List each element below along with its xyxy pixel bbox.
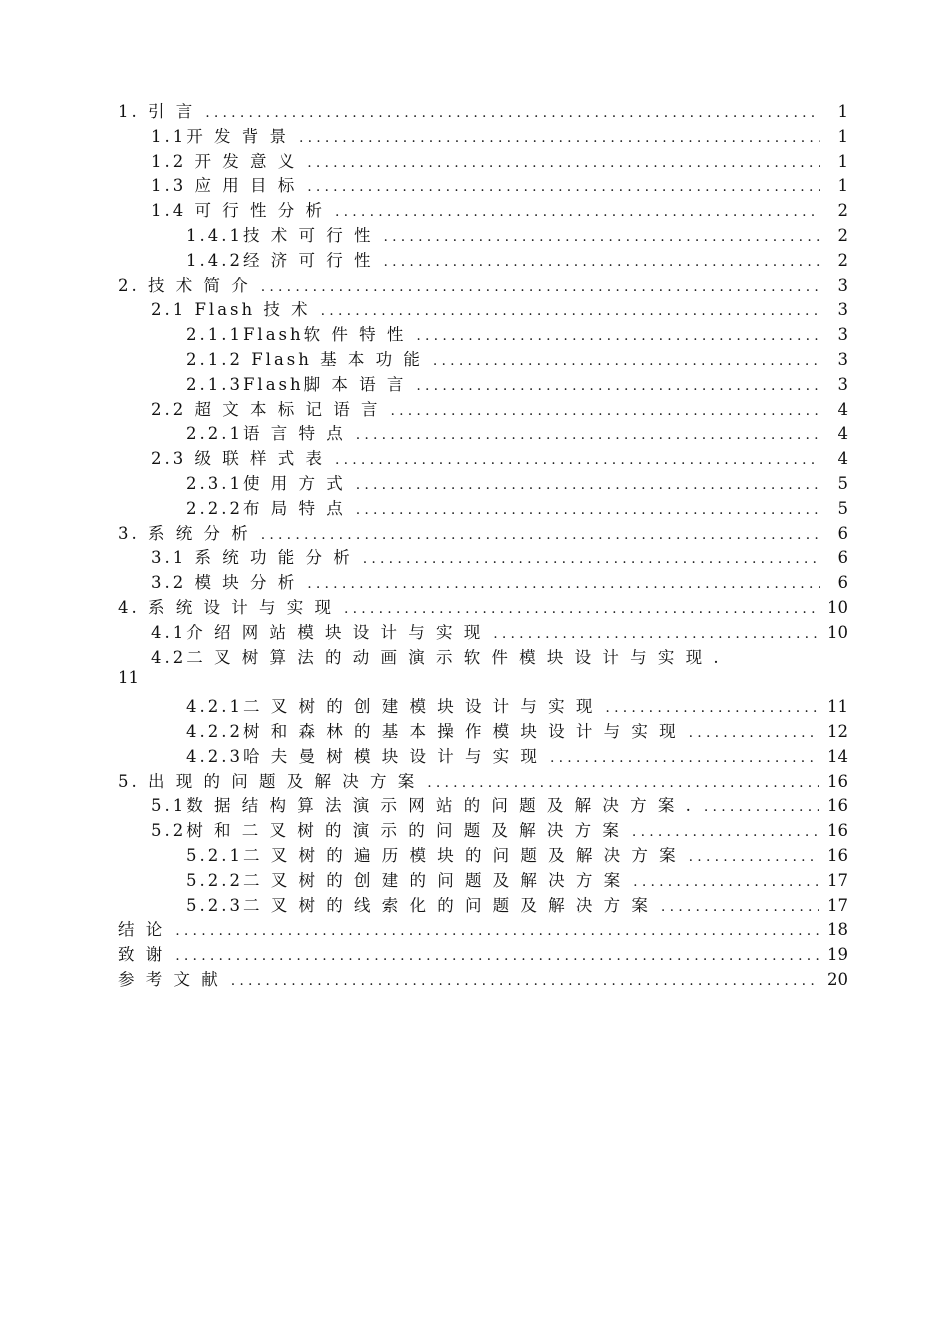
toc-entry-title: 4. 系 统 设 计 与 实 现 [118, 597, 334, 617]
toc-entry[interactable] [118, 792, 848, 817]
toc-entry[interactable] [118, 743, 848, 768]
toc-entry-title: 5. 出 现 的 问 题 及 解 决 方 案 [118, 771, 418, 791]
toc-dot-leader [356, 477, 820, 493]
toc-dot-leader [261, 279, 820, 295]
toc-dot-leader [383, 254, 820, 270]
toc-dot-leader [632, 824, 819, 840]
toc-dot-leader [175, 948, 819, 964]
toc-dot-leader [261, 527, 820, 543]
toc-entry-page: 2 [837, 250, 848, 270]
toc-entry[interactable] [118, 520, 848, 545]
toc-entry[interactable] [118, 495, 848, 520]
toc-entry-page: 1 [837, 102, 848, 121]
toc-dot-leader [383, 229, 820, 245]
toc-dot-leader [433, 353, 820, 369]
toc-entry[interactable] [118, 892, 848, 917]
toc-entry-title: 1.4 可 行 性 分 析 [151, 201, 325, 221]
toc-entry-page: 1 [837, 126, 848, 146]
toc-entry-page: 18 [827, 920, 848, 940]
toc-entry-title: 1.3 应 用 目 标 [151, 176, 298, 196]
toc-entry[interactable] [118, 718, 848, 743]
toc-entry-page: 17 [827, 895, 848, 915]
toc-entry-page: 6 [837, 548, 848, 568]
toc-entry[interactable] [118, 321, 848, 346]
toc-entry-title: 1.4.2经 济 可 行 性 [186, 250, 374, 270]
toc-dot-leader [550, 750, 819, 766]
toc-entry-title: 2. 技 术 简 介 [118, 275, 251, 295]
toc-entry-title: 2.3 级 联 样 式 表 [151, 449, 325, 469]
toc-entry-page: 3 [837, 325, 848, 345]
toc-dot-leader [416, 328, 820, 344]
toc-entry-page: 10 [827, 597, 848, 617]
toc-entry-title: 4.1介 绍 网 站 模 块 设 计 与 实 现 [151, 622, 484, 642]
toc-entry-title: 1. 引 言 [118, 102, 196, 121]
toc-entry[interactable] [118, 470, 848, 495]
toc-entry[interactable] [118, 98, 848, 123]
toc-entry-title: 5.2.2二 叉 树 的 创 建 的 问 题 及 解 决 方 案 [186, 870, 624, 890]
toc-entry[interactable] [118, 272, 848, 297]
toc-entry-page: 1 [837, 176, 848, 196]
toc-dot-leader [175, 923, 819, 939]
toc-entry[interactable] [118, 247, 848, 272]
toc-entry-title: 2.2.1语 言 特 点 [186, 424, 346, 444]
toc-entry-title: 2.1 Flash 技 术 [151, 300, 311, 320]
toc-entry-title: 致 谢 [118, 945, 166, 965]
toc-dot-leader [299, 130, 820, 146]
toc-entry-title: 4.2.2树 和 森 林 的 基 本 操 作 模 块 设 计 与 实 现 [186, 721, 679, 741]
toc-entry[interactable] [118, 867, 848, 892]
toc-entry-page: 4 [837, 424, 848, 444]
toc-entry-title: 4.2二 叉 树 算 法 的 动 画 演 示 软 件 模 块 设 计 与 实 现 . [151, 647, 722, 667]
toc-entry-page: 4 [837, 399, 848, 419]
toc-dot-leader [390, 403, 820, 419]
toc-entry[interactable] [118, 693, 848, 718]
toc-entry-page: 16 [827, 845, 848, 865]
toc-entry-title: 5.2.1二 叉 树 的 遍 历 模 块 的 问 题 及 解 决 方 案 [186, 845, 679, 865]
toc-entry[interactable] [118, 594, 848, 619]
toc-entry[interactable] [118, 817, 848, 842]
toc-entry-title: 2.2.2布 局 特 点 [186, 498, 346, 518]
toc-entry-title: 1.2 开 发 意 义 [151, 151, 298, 171]
toc-entry-title: 3.2 模 块 分 析 [151, 573, 298, 593]
toc-entry-title: 2.1.2 Flash 基 本 功 能 [186, 349, 423, 369]
toc-entry[interactable] [118, 569, 848, 594]
toc-entry[interactable] [118, 296, 848, 321]
toc-entry[interactable] [118, 371, 848, 396]
toc-entry[interactable] [118, 346, 848, 371]
toc-dot-leader [307, 576, 820, 592]
toc-entry[interactable] [118, 222, 848, 247]
toc-entry-page: 3 [837, 374, 848, 394]
toc-entry-page: 19 [827, 945, 848, 965]
toc-dot-leader [363, 551, 820, 567]
toc-entry-title: 4.2.3哈 夫 曼 树 模 块 设 计 与 实 现 [186, 746, 540, 766]
toc-entry-page: 6 [837, 573, 848, 593]
toc-entry-page: 14 [827, 746, 848, 766]
toc-entry[interactable] [118, 197, 848, 222]
toc-dot-leader [661, 899, 819, 915]
toc-dot-leader [356, 427, 820, 443]
toc-dot-leader [231, 973, 819, 989]
toc-entry-page: 2 [837, 201, 848, 221]
toc-entry-page: 11 [827, 697, 848, 717]
toc-entry-page: 11 [118, 668, 139, 688]
toc-entry[interactable] [118, 916, 848, 941]
toc-entry-title: 5.2树 和 二 叉 树 的 演 示 的 问 题 及 解 决 方 案 [151, 821, 622, 841]
toc-entry-page: 3 [837, 300, 848, 320]
toc-entry-title: 参 考 文 献 [118, 969, 221, 989]
toc-dot-leader [335, 452, 820, 468]
toc-dot-leader [307, 155, 820, 171]
toc-entry[interactable] [118, 445, 848, 470]
toc-entry[interactable] [118, 396, 848, 421]
toc-dot-leader [605, 700, 819, 716]
table-of-contents [118, 98, 848, 991]
toc-entry-page: 6 [837, 523, 848, 543]
toc-entry[interactable] [118, 966, 848, 991]
toc-dot-leader [205, 105, 820, 121]
toc-entry-wrapped[interactable] [118, 644, 848, 694]
toc-entry-title: 2.1.3Flash脚 本 语 言 [186, 374, 407, 394]
toc-entry-title: 2.1.1Flash软 件 特 性 [186, 325, 407, 345]
toc-entry-title: 4.2.1二 叉 树 的 创 建 模 块 设 计 与 实 现 [186, 697, 596, 717]
toc-entry[interactable] [118, 842, 848, 867]
toc-entry[interactable] [118, 148, 848, 173]
toc-dot-leader [321, 303, 820, 319]
toc-entry-page: 12 [827, 721, 848, 741]
toc-entry-page: 4 [837, 449, 848, 469]
toc-entry-page: 16 [827, 821, 848, 841]
toc-entry-page: 17 [827, 870, 848, 890]
toc-dot-leader [493, 626, 819, 642]
toc-entry[interactable] [118, 123, 848, 148]
toc-entry-page: 16 [827, 796, 848, 816]
toc-entry-title: 2.2 超 文 本 标 记 语 言 [151, 399, 381, 419]
toc-entry-page: 5 [837, 473, 848, 493]
toc-entry[interactable] [118, 768, 848, 793]
toc-entry-page: 3 [837, 349, 848, 369]
toc-dot-leader [689, 849, 819, 865]
toc-dot-leader [633, 874, 819, 890]
toc-entry-page: 16 [827, 771, 848, 791]
toc-dot-leader [344, 601, 819, 617]
toc-entry-title: 3. 系 统 分 析 [118, 523, 251, 543]
toc-dot-leader [335, 204, 820, 220]
toc-entry-page: 10 [827, 622, 848, 642]
toc-entry-title: 5.1数 据 结 构 算 法 演 示 网 站 的 问 题 及 解 决 方 案 . [151, 796, 694, 816]
toc-entry-page: 20 [827, 969, 848, 989]
toc-entry[interactable] [118, 420, 848, 445]
toc-entry[interactable] [118, 941, 848, 966]
toc-dot-leader [689, 725, 819, 741]
toc-dot-leader [704, 799, 819, 815]
toc-entry-title: 1.4.1技 术 可 行 性 [186, 225, 374, 245]
toc-entry-page: 1 [837, 151, 848, 171]
toc-entry-title: 5.2.3二 叉 树 的 线 索 化 的 问 题 及 解 决 方 案 [186, 895, 651, 915]
toc-entry[interactable] [118, 544, 848, 569]
toc-dot-leader [427, 775, 819, 791]
toc-entry[interactable] [118, 172, 848, 197]
toc-entry-title: 1.1开 发 背 景 [151, 126, 289, 146]
toc-entry-title: 2.3.1使 用 方 式 [186, 473, 346, 493]
toc-entry[interactable] [118, 619, 848, 644]
toc-dot-leader [356, 502, 820, 518]
toc-entry-title: 结 论 [118, 920, 166, 940]
toc-entry-page: 5 [837, 498, 848, 518]
toc-entry-page: 2 [837, 225, 848, 245]
toc-entry-page: 3 [837, 275, 848, 295]
toc-entry-title: 3.1 系 统 功 能 分 析 [151, 548, 353, 568]
toc-dot-leader [307, 179, 820, 195]
toc-dot-leader [416, 378, 820, 394]
